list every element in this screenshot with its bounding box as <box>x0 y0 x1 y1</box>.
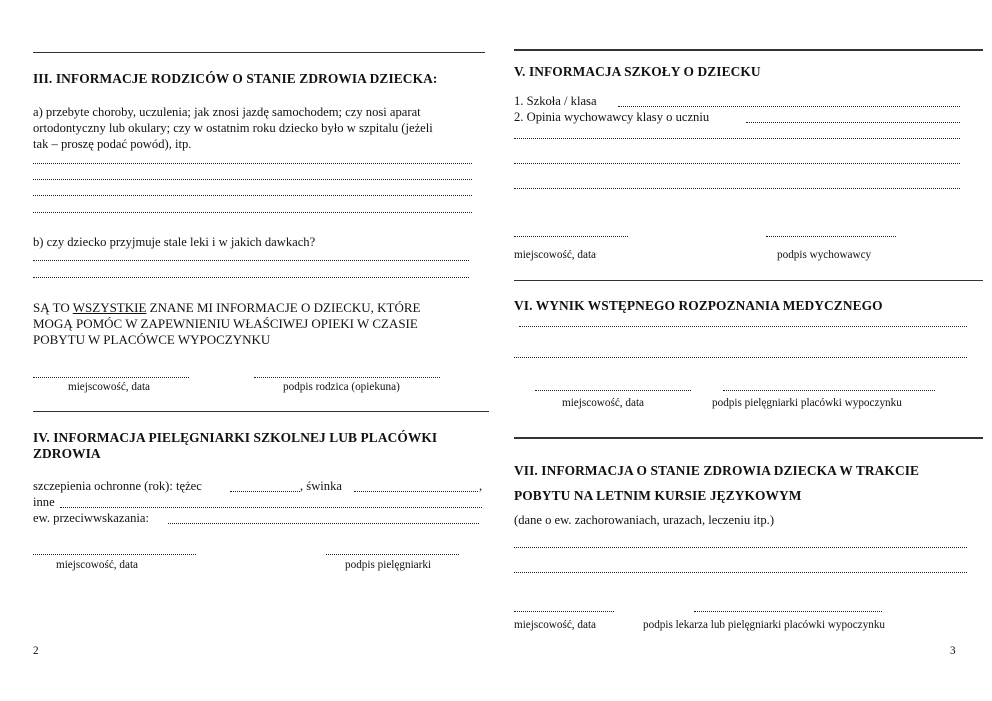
s3-place-date-label: miejscowość, data <box>68 381 151 393</box>
s4-place-date-line[interactable] <box>33 554 196 555</box>
s7-place-date-line[interactable] <box>514 611 614 612</box>
s3-a-answer-line-4[interactable] <box>33 212 472 213</box>
caps-post: ZNANE MI INFORMACJE O DZIECKU, KTÓRE <box>146 300 421 315</box>
s5-signature-label: podpis wychowawcy <box>777 249 872 261</box>
s7-place-date-label: miejscowość, data <box>514 619 597 631</box>
s4-tetanus-field[interactable] <box>230 491 300 492</box>
section-4-title-line2: ZDROWIA <box>33 446 101 461</box>
s4-contra-field[interactable] <box>168 523 479 524</box>
s5-place-date-label: miejscowość, data <box>514 249 597 261</box>
s4-other-field[interactable] <box>60 507 482 508</box>
s4-mumps-field[interactable] <box>354 491 478 492</box>
s3-place-date-line[interactable] <box>33 377 189 378</box>
caps-underlined: WSZYSTKIE <box>72 300 147 315</box>
top-rule-right <box>514 49 983 51</box>
s6-signature-label: podpis pielęgniarki placówki wypoczynku <box>712 397 902 409</box>
s5-opinion-line-2[interactable] <box>514 138 960 139</box>
section-7-title-line1: VII. INFORMACJA O STANIE ZDROWIA DZIECKA W TRAKCIE <box>514 463 920 478</box>
section-3-title: III. INFORMACJE RODZICÓW O STANIE ZDROWIA DZIECKA: <box>33 71 438 86</box>
s5-place-date-line[interactable] <box>514 236 628 237</box>
section-7-title-line2: POBYTU NA LETNIM KURSIE JĘZYKOWYM <box>514 488 802 503</box>
s4-vacc-label: szczepienia ochronne (rok): tężec <box>33 479 202 493</box>
s5-signature-line[interactable] <box>766 236 896 237</box>
divider-right-2 <box>514 437 983 439</box>
s5-opinion-field[interactable] <box>746 122 960 123</box>
s3-caps-line3: POBYTU W PLACÓWCE WYPOCZYNKU <box>33 332 271 347</box>
s3-signature-line[interactable] <box>254 377 440 378</box>
s7-signature-label: podpis lekarza lub pielęgniarki placówki wypoczynku <box>643 619 886 631</box>
s4-contra-label: ew. przeciwwskazania: <box>33 511 149 525</box>
s5-school-class-field[interactable] <box>618 106 960 107</box>
section-5-title: V. INFORMACJA SZKOŁY O DZIECKU <box>514 64 761 79</box>
caps-pre: SĄ TO <box>33 300 73 315</box>
s6-signature-line[interactable] <box>723 390 935 391</box>
s3-b-answer-line-1[interactable] <box>33 260 469 261</box>
s6-result-line-2[interactable] <box>514 357 967 358</box>
s7-info-line-1[interactable] <box>514 547 967 548</box>
page-number-left: 2 <box>33 645 39 657</box>
divider-right-1 <box>514 280 983 281</box>
s4-signature-label: podpis pielęgniarki <box>345 559 432 571</box>
top-rule-left <box>33 52 485 53</box>
section-4-title-line1: IV. INFORMACJA PIELĘGNIARKI SZKOLNEJ LUB PLACÓWKI <box>33 430 438 445</box>
s6-place-date-line[interactable] <box>535 390 691 391</box>
s6-result-line-1[interactable] <box>519 326 967 327</box>
s3-caps-line2: MOGĄ POMÓC W ZAPEWNIENIU WŁAŚCIWEJ OPIEKI W CZASIE <box>33 316 418 331</box>
s3-signature-label: podpis rodzica (opiekuna) <box>283 381 400 393</box>
s4-signature-line[interactable] <box>326 554 459 555</box>
s3-b-line: b) czy dziecko przyjmuje stale leki i w jakich dawkach? <box>33 235 316 249</box>
s7-signature-line[interactable] <box>694 611 882 612</box>
s3-a-line1: a) przebyte choroby, uczulenia; jak znosi jazdę samochodem; czy nosi aparat <box>33 105 421 119</box>
s7-note: (dane o ew. zachorowaniach, urazach, leczeniu itp.) <box>514 513 775 527</box>
divider-left-1 <box>33 411 489 412</box>
s3-a-answer-line-3[interactable] <box>33 195 472 196</box>
page-number-right: 3 <box>950 645 956 657</box>
s5-opinion-line-4[interactable] <box>514 188 960 189</box>
s3-a-answer-line-1[interactable] <box>33 163 472 164</box>
s3-caps-line1 <box>33 300 421 316</box>
s5-opinion-line-3[interactable] <box>514 163 960 164</box>
s5-item1-label: 1. Szkoła / klasa <box>514 94 597 108</box>
s3-a-line3: tak – proszę podać powód), itp. <box>33 137 192 151</box>
s6-place-date-label: miejscowość, data <box>562 397 645 409</box>
s5-item2-label: 2. Opinia wychowawcy klasy o uczniu <box>514 110 710 124</box>
s7-info-line-2[interactable] <box>514 572 967 573</box>
s4-comma: , <box>479 479 483 493</box>
s4-mumps-label: , świnka <box>300 479 342 493</box>
s3-a-answer-line-2[interactable] <box>33 179 472 180</box>
section-6-title: VI. WYNIK WSTĘPNEGO ROZPOZNANIA MEDYCZNEGO <box>514 298 883 313</box>
s4-other-label: inne <box>33 495 55 509</box>
s3-b-answer-line-2[interactable] <box>33 277 469 278</box>
s3-a-line2: ortodontyczny lub okulary; czy w ostatnim roku dziecko było w szpitalu (jeżeli <box>33 121 433 135</box>
s4-place-date-label: miejscowość, data <box>56 559 139 571</box>
